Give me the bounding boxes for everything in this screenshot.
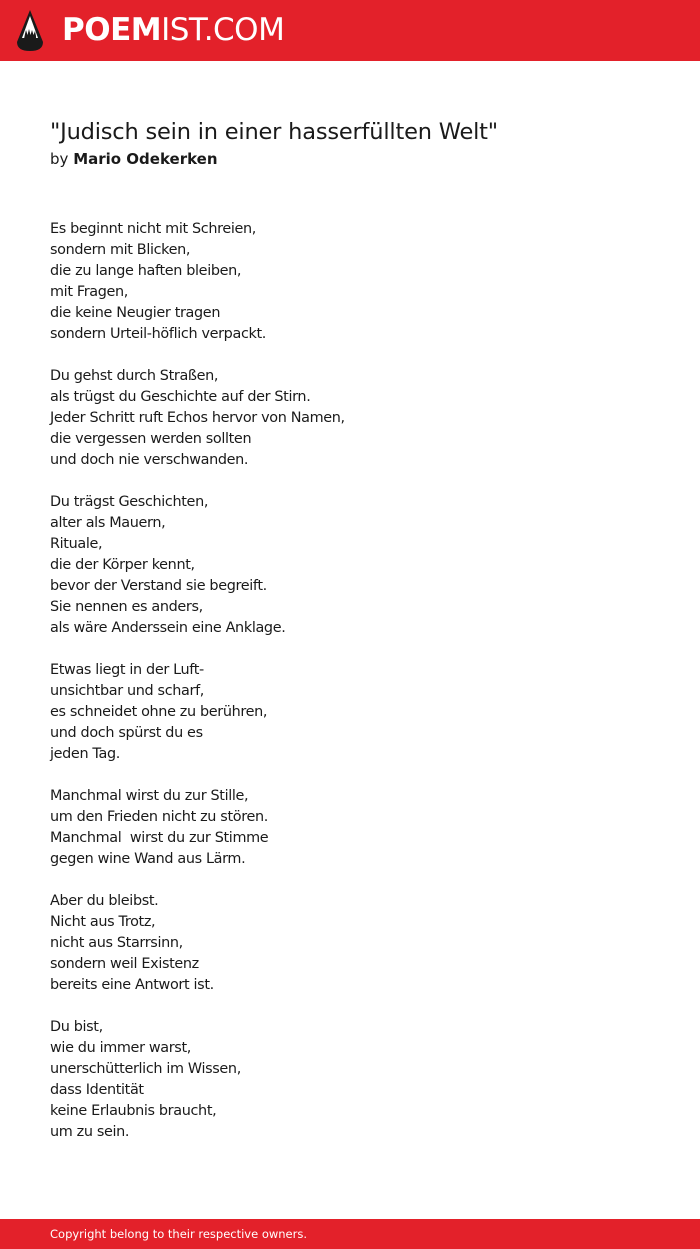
poem-line: Nicht aus Trotz, (50, 914, 156, 930)
poem-line: bevor der Verstand sie begreift. (50, 578, 267, 594)
poem-stanza (50, 786, 650, 870)
poem-line: Sie nennen es anders, (50, 599, 203, 615)
poem-line: als trügst du Geschichte auf der Stirn. (50, 389, 311, 405)
logo-bold-text: POEM (62, 12, 162, 48)
by-label: by (50, 150, 69, 168)
poem-line: und doch nie verschwanden. (50, 452, 249, 468)
poem-line: nicht aus Starrsinn, (50, 935, 183, 951)
poem-line: sondern Urteil-höflich verpackt. (50, 326, 267, 342)
poem-title: "Judisch sein in einer hasserfüllten Welt" (50, 119, 498, 145)
poem-stanza (50, 1017, 650, 1143)
poem-stanza (50, 219, 650, 345)
poem-line: um den Frieden nicht zu stören. (50, 809, 268, 825)
poem-line: dass Identität (50, 1082, 144, 1098)
poem-line: Du gehst durch Straßen, (50, 368, 219, 384)
poem-line: jeden Tag. (50, 746, 120, 762)
poem-stanza (50, 492, 650, 639)
poem-line: um zu sein. (50, 1124, 130, 1140)
poem-line: die keine Neugier tragen (50, 305, 221, 321)
poem-line: gegen wine Wand aus Lärm. (50, 851, 246, 867)
poem-line: sondern mit Blicken, (50, 242, 191, 258)
poem-line: keine Erlaubnis braucht, (50, 1103, 217, 1119)
poem-line: die der Körper kennt, (50, 557, 195, 573)
pencil-logo-icon[interactable] (17, 10, 43, 51)
poem-line: Etwas liegt in der Luft- (50, 662, 204, 678)
poem-line: alter als Mauern, (50, 515, 166, 531)
poem-stanza (50, 891, 650, 996)
poem-line: Manchmal wirst du zur Stimme (50, 830, 269, 846)
poem-line: sondern weil Existenz (50, 956, 199, 972)
poem-line: als wäre Anderssein eine Anklage. (50, 620, 286, 636)
poem-line: Du bist, (50, 1019, 103, 1035)
site-logo[interactable] (62, 11, 284, 49)
poem-line: die vergessen werden sollten (50, 431, 252, 447)
poem-line: es schneidet ohne zu berühren, (50, 704, 268, 720)
poem-line: Du trägst Geschichten, (50, 494, 209, 510)
poem-line: Rituale, (50, 536, 103, 552)
author-name: Mario Odekerken (73, 150, 218, 168)
poem-line: wie du immer warst, (50, 1040, 191, 1056)
poem-line: unerschütterlich im Wissen, (50, 1061, 241, 1077)
poem-stanza (50, 366, 650, 471)
copyright-text: Copyright belong to their respective owners. (50, 1227, 308, 1241)
site-header (0, 0, 700, 61)
site-footer (0, 1219, 700, 1249)
poem-line: Jeder Schritt ruft Echos hervor von Namen, (50, 410, 345, 426)
poem-line: mit Fragen, (50, 284, 129, 300)
poem-stanza (50, 660, 650, 765)
poem-line: Manchmal wirst du zur Stille, (50, 788, 249, 804)
poem-line: Es beginnt nicht mit Schreien, (50, 221, 257, 237)
poem-line: bereits eine Antwort ist. (50, 977, 214, 993)
poem-body (50, 219, 650, 1164)
poem-line: und doch spürst du es (50, 725, 203, 741)
byline (50, 149, 218, 169)
logo-light-text: IST.COM (161, 12, 285, 48)
poem-line: unsichtbar und scharf, (50, 683, 205, 699)
poem-line: die zu lange haften bleiben, (50, 263, 242, 279)
poem-line: Aber du bleibst. (50, 893, 159, 909)
